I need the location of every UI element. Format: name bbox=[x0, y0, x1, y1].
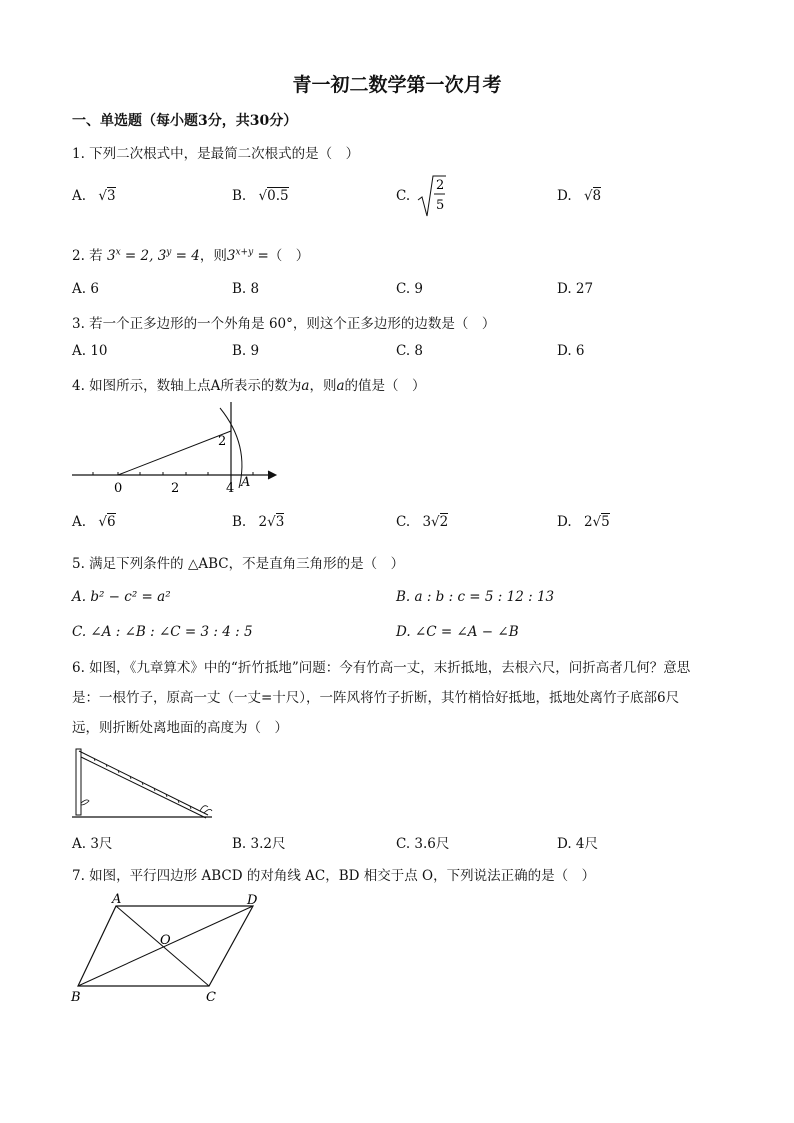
q2-option-a: A. 6 bbox=[72, 281, 99, 297]
q4-stem-mid: ，则 bbox=[309, 378, 337, 394]
label-height-two: 2 bbox=[218, 434, 227, 449]
q5-option-d: D. ∠C = ∠A − ∠B bbox=[396, 624, 519, 640]
q4-stem-post: 的值是（ ） bbox=[344, 378, 426, 394]
label-two: 2 bbox=[171, 481, 180, 496]
q2-expression: $3^{x+y}$ bbox=[226, 247, 254, 264]
sqrt-symbol: √8 bbox=[583, 188, 602, 204]
q4-option-a-radicand: 6 bbox=[106, 514, 116, 530]
q2-option-b: B. 8 bbox=[232, 281, 260, 297]
q4-variable: a bbox=[301, 378, 310, 394]
q1-option-d-radicand: 8 bbox=[592, 188, 602, 204]
q3-option-c: C. 8 bbox=[396, 343, 424, 359]
question-6-line1: 6. 如图，《九章算术》中的“折竹抵地”问题：今有竹高一丈，末折抵地，去根六尺，问折高者几何？意思 bbox=[72, 660, 691, 676]
q4-option-c-coef: 3 bbox=[422, 514, 432, 530]
question-1-stem: 1. 下列二次根式中，是最简二次根式的是（ ） bbox=[72, 146, 360, 162]
q4-option-d-letter: D. bbox=[557, 514, 572, 530]
q1-option-a bbox=[72, 188, 116, 204]
q6-option-b: B. 3.2尺 bbox=[232, 836, 286, 852]
q4-option-c bbox=[396, 514, 448, 530]
q4-option-b-letter: B. bbox=[232, 514, 247, 530]
q1-option-c-letter: C. bbox=[396, 188, 411, 204]
question-3-stem: 3. 若一个正多边形的一个外角是 60°，则这个正多边形的边数是（ ） bbox=[72, 316, 496, 332]
question-4-stem bbox=[72, 374, 426, 394]
q3-option-a: A. 10 bbox=[72, 343, 108, 359]
sqrt-symbol: √3 bbox=[98, 188, 116, 204]
q1-frac-denominator: 5 bbox=[436, 198, 445, 213]
q5-option-a: A. b² − c² = a² bbox=[72, 589, 171, 605]
question-6-line2: 是：一根竹子，原高一丈（一丈=十尺），一阵风将竹子折断，其竹梢恰好抵地，抵地处离竹子底部6尺 bbox=[72, 690, 680, 706]
q4-option-b-radicand: 3 bbox=[275, 514, 285, 530]
q4-option-d-coef: 2 bbox=[583, 514, 593, 530]
q1-option-c-fraction-root bbox=[416, 172, 448, 220]
label-vertex-b: B bbox=[71, 990, 81, 1005]
label-four: 4 bbox=[226, 481, 235, 496]
q1-frac-numerator: 2 bbox=[436, 178, 445, 193]
parallelogram-figure bbox=[66, 890, 266, 1008]
question-5-stem: 5. 满足下列条件的 △ABC，不是直角三角形的是（ ） bbox=[72, 556, 405, 572]
q4-option-c-radicand: 2 bbox=[439, 514, 449, 530]
sqrt-symbol: √2 bbox=[431, 514, 449, 530]
q4-variable: a bbox=[336, 378, 345, 394]
q4-option-b bbox=[232, 514, 284, 530]
hypotenuse-line bbox=[118, 431, 231, 475]
axis-arrow-icon bbox=[268, 471, 276, 479]
section-heading: 一、单选题（每小题3分，共30分） bbox=[72, 113, 298, 129]
leaf-icon bbox=[81, 800, 89, 805]
q1-option-b-radicand: 0.5 bbox=[267, 188, 289, 204]
question-6-line3: 远，则折断处离地面的高度为（ ） bbox=[72, 720, 288, 736]
sqrt-symbol: √0.5 bbox=[258, 188, 289, 204]
q1-option-a-letter: A. bbox=[72, 188, 87, 204]
q4-option-b-coef: 2 bbox=[258, 514, 268, 530]
q4-option-a bbox=[72, 514, 116, 530]
q1-option-b bbox=[232, 188, 289, 204]
label-vertex-d: D bbox=[247, 893, 258, 908]
question-2-stem bbox=[72, 244, 309, 264]
q1-option-d bbox=[557, 188, 601, 204]
q6-option-a: A. 3尺 bbox=[72, 836, 113, 852]
broken-top-lower bbox=[81, 757, 206, 818]
label-point-a: A bbox=[241, 475, 251, 490]
label-zero: 0 bbox=[114, 481, 123, 496]
label-center-o: O bbox=[160, 933, 171, 948]
q2-option-c: C. 9 bbox=[396, 281, 424, 297]
q3-option-b: B. 9 bbox=[232, 343, 260, 359]
q1-option-a-radicand: 3 bbox=[106, 188, 116, 204]
sqrt-symbol: √5 bbox=[592, 514, 610, 530]
q4-option-c-letter: C. bbox=[396, 514, 411, 530]
q6-option-d: D. 4尺 bbox=[557, 836, 599, 852]
q6-option-c: C. 3.6尺 bbox=[396, 836, 450, 852]
q1-option-b-letter: B. bbox=[232, 188, 247, 204]
q4-option-a-letter: A. bbox=[72, 514, 87, 530]
q2-condition: $3^x = 2$, $3^y = 4$ bbox=[106, 247, 200, 264]
q4-option-d bbox=[557, 514, 610, 530]
bamboo-figure bbox=[70, 745, 215, 823]
sqrt-symbol: √6 bbox=[98, 514, 116, 530]
q5-option-c: C. ∠A : ∠B : ∠C = 3 : 4 : 5 bbox=[72, 624, 253, 640]
label-vertex-c: C bbox=[206, 990, 216, 1005]
q3-option-d: D. 6 bbox=[557, 343, 585, 359]
broken-top-upper bbox=[79, 751, 208, 815]
q4-stem-pre: 4. 如图所示，数轴上点A所表示的数为 bbox=[72, 378, 302, 394]
q2-stem-pre: 2. 若 bbox=[72, 248, 103, 264]
number-line-figure bbox=[68, 400, 283, 496]
bamboo-stem bbox=[76, 749, 81, 815]
page-title: 青一初二数学第一次月考 bbox=[292, 74, 502, 96]
q2-option-d: D. 27 bbox=[557, 281, 594, 297]
q2-stem-post: =（ ） bbox=[257, 248, 310, 264]
label-vertex-a: A bbox=[112, 892, 122, 907]
q5-option-b: B. a : b : c = 5 : 12 : 13 bbox=[396, 589, 555, 605]
q4-option-d-radicand: 5 bbox=[601, 514, 610, 530]
q1-option-d-letter: D. bbox=[557, 188, 572, 204]
sqrt-symbol: √3 bbox=[267, 514, 285, 530]
question-7-stem: 7. 如图，平行四边形 ABCD 的对角线 AC，BD 相交于点 O，下列说法正确的是（ ） bbox=[72, 868, 596, 884]
q2-stem-mid: ，则 bbox=[199, 248, 227, 264]
